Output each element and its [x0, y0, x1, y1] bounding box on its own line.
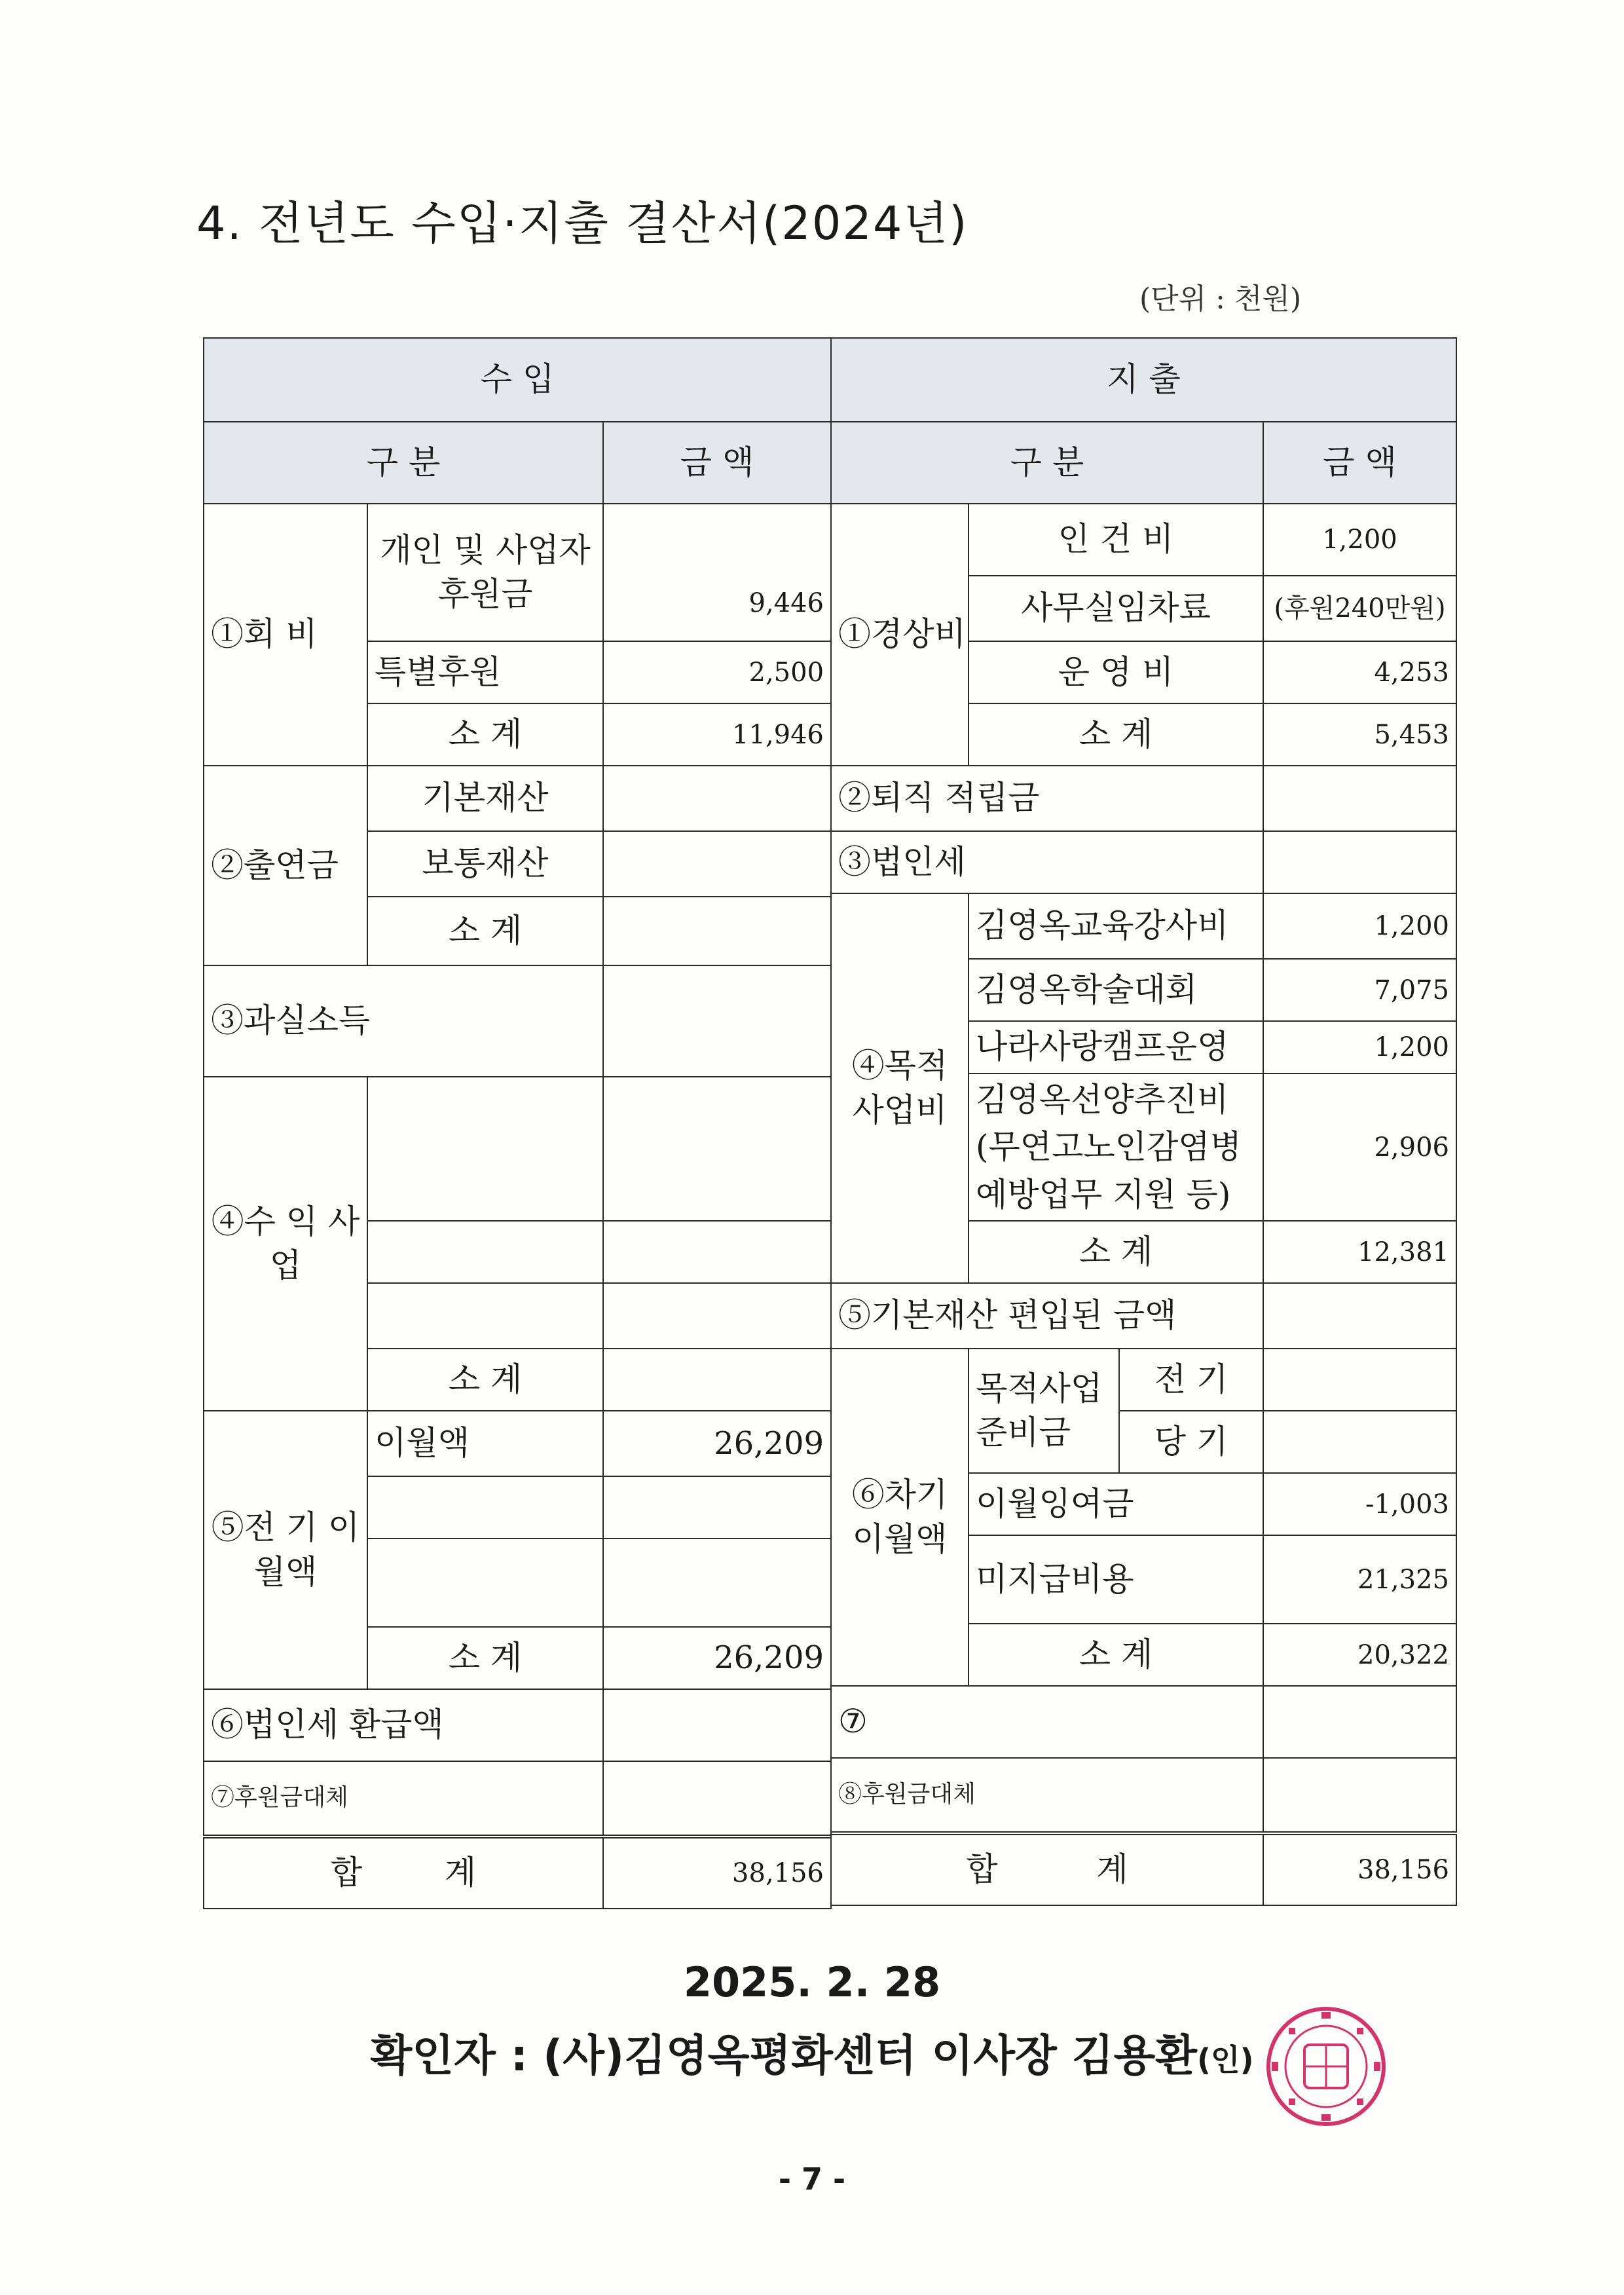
- expense-amount: 2,906: [1263, 1073, 1456, 1221]
- expense-table: [830, 337, 1457, 1906]
- income-amount: 26,209: [603, 1411, 831, 1476]
- expense-header: 지 출: [831, 338, 1456, 422]
- income-amount: [603, 766, 831, 831]
- unit-note: (단위 : 천원): [1139, 282, 1302, 316]
- income-amount: 9,446: [603, 504, 831, 641]
- income-item: 보통재산: [367, 831, 603, 897]
- expense-group-label: ④목적 사업비: [831, 893, 969, 1283]
- income-item: 개인 및 사업자 후원금: [367, 504, 603, 641]
- income-amount: [603, 1476, 831, 1539]
- expense-col-category: 구 분: [831, 422, 1263, 504]
- reserve-prev-amount: [1263, 1349, 1456, 1411]
- expense-group-label: ⑦: [831, 1686, 1263, 1758]
- expense-amount: [1263, 1283, 1456, 1349]
- settlement-date: 2025. 2. 28: [683, 1958, 941, 2006]
- expense-subtotal-amount: 12,381: [1263, 1221, 1456, 1283]
- income-amount: [603, 965, 831, 1077]
- income-subtotal-label: 소 계: [367, 1349, 603, 1411]
- income-item: [367, 1539, 603, 1627]
- expense-total-amount: 38,156: [1263, 1833, 1456, 1905]
- expense-group-label: ⑧후원금대체: [831, 1758, 1263, 1833]
- expense-item: 미지급비용: [969, 1535, 1263, 1624]
- income-amount: 2,500: [603, 641, 831, 703]
- income-total-amount: 38,156: [603, 1837, 831, 1909]
- income-item: [367, 1221, 603, 1283]
- income-header: 수 입: [204, 338, 831, 422]
- expense-amount: [1263, 831, 1456, 893]
- page-number: - 7 -: [778, 2161, 846, 2197]
- income-group-label: ⑤전 기 이월액: [204, 1411, 367, 1689]
- income-item: 특별후원: [367, 641, 603, 703]
- expense-item: 김영옥학술대회: [969, 959, 1263, 1021]
- income-amount: [603, 1689, 831, 1761]
- income-item: [367, 1283, 603, 1349]
- income-item: 이월액: [367, 1411, 603, 1476]
- expense-item: 이월잉여금: [969, 1473, 1263, 1535]
- income-group-label: ④수 익 사 업: [204, 1077, 367, 1411]
- expense-subtotal-label: 소 계: [969, 1221, 1263, 1283]
- income-amount: [603, 1077, 831, 1221]
- expense-group-label: ②퇴직 적립금: [831, 766, 1263, 831]
- expense-amount: [1263, 1758, 1456, 1833]
- expense-amount: [1263, 1686, 1456, 1758]
- expense-group-label: ①경상비: [831, 504, 969, 766]
- expense-amount: -1,003: [1263, 1473, 1456, 1535]
- reserve-label: 목적사업 준비금: [969, 1349, 1119, 1473]
- expense-amount: 4,253: [1263, 641, 1456, 703]
- income-subtotal-amount: [603, 1349, 831, 1411]
- income-subtotal-amount: 11,946: [603, 703, 831, 766]
- income-amount: [603, 1539, 831, 1627]
- expense-item: 김영옥선양추진비 (무연고노인감염병 예방업무 지원 등): [969, 1073, 1263, 1221]
- income-group-label: ②출연금: [204, 766, 367, 965]
- income-group-label: ①회 비: [204, 504, 367, 766]
- income-item: 기본재산: [367, 766, 603, 831]
- official-seal-icon: [1264, 2004, 1388, 2129]
- expense-col-amount: 금 액: [1263, 422, 1456, 504]
- expense-amount: [1263, 766, 1456, 831]
- expense-group-label: ③법인세: [831, 831, 1263, 893]
- expense-subtotal-amount: 20,322: [1263, 1624, 1456, 1686]
- expense-amount: 1,200: [1263, 504, 1456, 576]
- expense-amount: 7,075: [1263, 959, 1456, 1021]
- page-title: 4. 전년도 수입·지출 결산서(2024년): [196, 196, 969, 250]
- expense-subtotal-label: 소 계: [969, 1624, 1263, 1686]
- income-total-label: 합 계: [204, 1837, 603, 1909]
- income-table: [203, 337, 832, 1909]
- expense-item: 나라사랑캠프운영: [969, 1021, 1263, 1073]
- income-subtotal-label: 소 계: [367, 703, 603, 766]
- income-amount: [603, 1283, 831, 1349]
- income-amount: [603, 831, 831, 897]
- income-subtotal-amount: [603, 897, 831, 965]
- income-item: [367, 1077, 603, 1221]
- reserve-curr-amount: [1263, 1411, 1456, 1473]
- reserve-prev-label: 전 기: [1119, 1349, 1263, 1411]
- income-subtotal-amount: 26,209: [603, 1627, 831, 1689]
- confirmer-text: 확인자 : (사)김영옥평화센터 이사장 김용환: [370, 2030, 1197, 2081]
- seal-note: (인): [1197, 2042, 1254, 2078]
- expense-group-label: ⑤기본재산 편입된 금액: [831, 1283, 1263, 1349]
- reserve-curr-label: 당 기: [1119, 1411, 1263, 1473]
- income-col-amount: 금 액: [603, 422, 831, 504]
- income-group-label: ⑥법인세 환급액: [204, 1689, 603, 1761]
- income-col-category: 구 분: [204, 422, 603, 504]
- expense-subtotal-label: 소 계: [969, 703, 1263, 766]
- expense-subtotal-amount: 5,453: [1263, 703, 1456, 766]
- expense-amount: 1,200: [1263, 893, 1456, 959]
- income-amount: [603, 1761, 831, 1837]
- expense-amount: 1,200: [1263, 1021, 1456, 1073]
- income-group-label: ③과실소득: [204, 965, 603, 1077]
- expense-item: 김영옥교육강사비: [969, 893, 1263, 959]
- expense-total-label: 합 계: [831, 1833, 1263, 1905]
- expense-group-label: ⑥차기 이월액: [831, 1349, 969, 1686]
- income-item: [367, 1476, 603, 1539]
- income-group-label: ⑦후원금대체: [204, 1761, 603, 1837]
- income-amount: [603, 1221, 831, 1283]
- expense-item: 사무실임차료: [969, 576, 1263, 641]
- income-subtotal-label: 소 계: [367, 897, 603, 965]
- expense-item: 인 건 비: [969, 504, 1263, 576]
- expense-item: 운 영 비: [969, 641, 1263, 703]
- expense-amount: 21,325: [1263, 1535, 1456, 1624]
- income-subtotal-label: 소 계: [367, 1627, 603, 1689]
- expense-amount: (후원240만원): [1263, 576, 1456, 641]
